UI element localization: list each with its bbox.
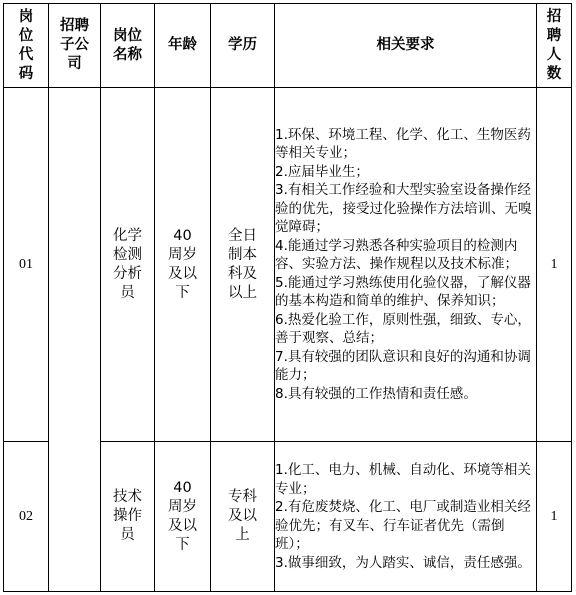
row-position: 化学检测分析员	[101, 88, 155, 442]
header-row	[4, 4, 572, 88]
requirement-item: 7.具有较强的团队意识和良好的沟通和协调能力；	[275, 348, 531, 384]
row-education: 全日制本科及以上	[211, 88, 275, 442]
row-count: 1	[537, 442, 572, 592]
requirement-item: 1.化工、电力、机械、自动化、环境等相关专业；	[275, 462, 531, 497]
row-count: 1	[537, 88, 572, 442]
requirement-item: 1.环保、环境工程、化学、化工、生物医药等相关专业；	[275, 126, 531, 162]
row-code: 01	[4, 88, 49, 442]
row-company	[49, 88, 101, 592]
requirement-item: 4.能通过学习熟悉各种实验项目的检测内容、实验方法、操作规程以及技术标准；	[275, 237, 518, 273]
requirement-item: 5.能通过学习熟练使用化验仪器，了解仪器的基本构造和简单的维护、保养知识；	[275, 274, 531, 310]
row-position: 技术操作员	[101, 442, 155, 592]
recruitment-table	[3, 3, 572, 592]
requirement-item: 8.具有较强的工作热情和责任感。	[275, 385, 477, 402]
row-requirements	[275, 442, 537, 592]
header-company: 招聘子公司	[49, 4, 101, 88]
row-requirements	[275, 88, 537, 442]
requirement-item: 3.有相关工作经验和大型实验室设备操作经验的优先，接受过化验操作方法培训、无嗅觉障碍；	[275, 182, 532, 236]
row-age: 40周岁及以下	[155, 88, 211, 442]
requirement-item: 2.应届毕业生；	[275, 163, 369, 180]
row-code: 02	[4, 442, 49, 592]
table-row	[4, 88, 572, 442]
requirement-item: 3.做事细致，为人踏实、诚信，责任感强。	[275, 554, 531, 571]
requirement-item: 2.有危废焚烧、化工、电厂或制造业相关经验优先；有叉车、行车证者优先（需倒班）；	[275, 499, 531, 552]
header-code: 岗位代码	[4, 4, 49, 88]
header-education: 学历	[211, 4, 275, 88]
header-count: 招聘人数	[537, 4, 572, 88]
header-requirements: 相关要求	[275, 4, 537, 88]
header-position: 岗位名称	[101, 4, 155, 88]
row-education: 专科及以上	[211, 442, 275, 592]
row-age: 40周岁及以下	[155, 442, 211, 592]
header-age: 年龄	[155, 4, 211, 88]
requirement-item: 6.热爱化验工作，原则性强，细致、专心，善于观察、总结；	[275, 311, 531, 347]
